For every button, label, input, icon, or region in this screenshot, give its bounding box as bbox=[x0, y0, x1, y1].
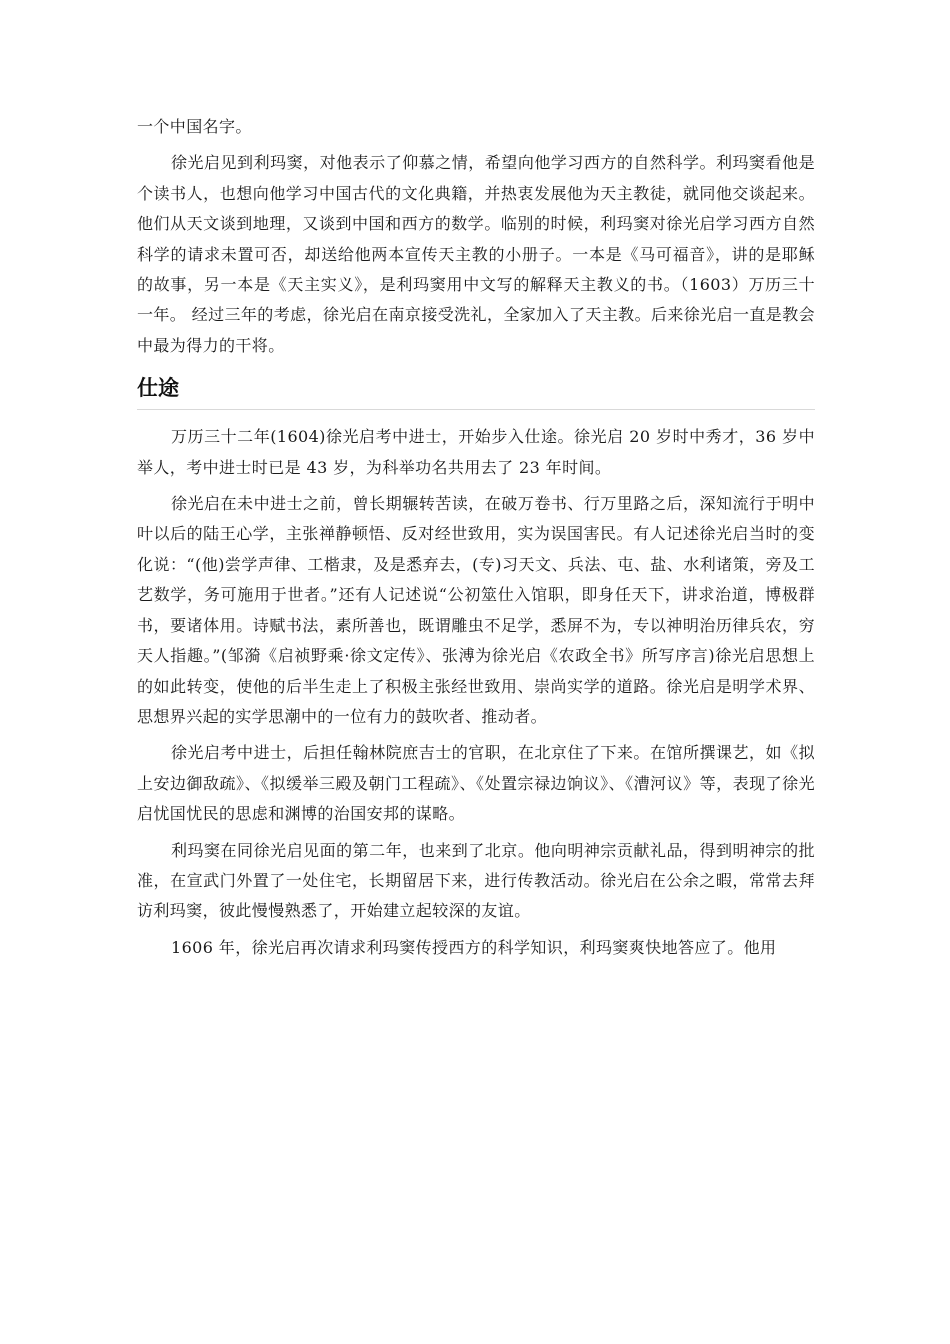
document-page bbox=[137, 112, 815, 963]
paragraph-meeting-ricci: 徐光启见到利玛窦，对他表示了仰慕之情，希望向他学习西方的自然科学。利玛窦看他是个读书人，也想向他学习中国古代的文化典籍，并热衷发展他为天主教徒，就同他交谈起来。他们从天文谈到地理，又谈到中国和西方的数学。临别的时候，利玛窦对徐光启学习西方自然科学的请求未置可否，却送给他两本宣传天主教的小册子。一本是《马可福音》，讲的是耶稣的故事，另一本是《天主实义》，是利玛窦用中文写的解释天主教义的书。（1603）万历三十一年。 经过三年的考虑，徐光启在南京接受洗礼，全家加入了天主教。后来徐光启一直是教会中最为得力的干将。 bbox=[137, 153, 815, 355]
paragraph-continued: 一个中国名字。 bbox=[137, 117, 252, 136]
paragraph-ricci-beijing: 利玛窦在同徐光启见面的第二年，也来到了北京。他向明神宗贡献礼品，得到明神宗的批准，在宣武门外置了一处住宅，长期留居下来，进行传教活动。徐光启在公余之暇，常常去拜访利玛窦，彼此慢慢熟悉了，开始建立起较深的友谊。 bbox=[137, 840, 815, 921]
section-heading: 仕途 bbox=[137, 376, 179, 401]
paragraph-thought-change: 徐光启在未中进士之前，曾长期辗转苦读，在破万卷书、行万里路之后，深知流行于明中叶以后的陆王心学，主张禅静顿悟、反对经世致用，实为误国害民。有人记述徐光启当时的变化说：“(他)尝学声律、工楷隶，及是悉弃去，(专)习天文、兵法、屯、盐、水利诸策，旁及工艺数学，务可施用于世者。”还有人记述说“公初筮仕入馆职，即身任天下，讲求治道，博极群书，要诸体用。诗赋书法，素所善也，既谓雕虫不足学，悉屏不为，专以神明治历律兵农，穷天人指趣。”(邹漪《启祯野乘·徐文定传》、张溥为徐光启《农政全书》所写序言)徐光启思想上的如此转变，使他的后半生走上了积极主张经世致用、崇尚实学的道路。徐光启是明学术界、思想界兴起的实学思潮中的一位有力的鼓吹者、推动者。 bbox=[137, 494, 815, 726]
heading-divider bbox=[137, 409, 815, 410]
paragraph-hanlin: 徐光启考中进士，后担任翰林院庶吉士的官职，在北京住了下来。在馆所撰课艺，如《拟上安边御敌疏》、《拟缓举三殿及朝门工程疏》、《处置宗禄边饷议》、《漕河议》等，表现了徐光启忧国忧民的思虑和渊博的治国安邦的谋略。 bbox=[137, 743, 815, 824]
paragraph-1606: 1606 年，徐光启再次请求利玛窦传授西方的科学知识，利玛窦爽快地答应了。他用 bbox=[171, 937, 777, 957]
paragraph-career-start: 万历三十二年(1604)徐光启考中进士，开始步入仕途。徐光启 20 岁时中秀才，36 岁中举人，考中进士时已是 43 岁，为科举功名共用去了 23 年时间。 bbox=[137, 427, 815, 477]
